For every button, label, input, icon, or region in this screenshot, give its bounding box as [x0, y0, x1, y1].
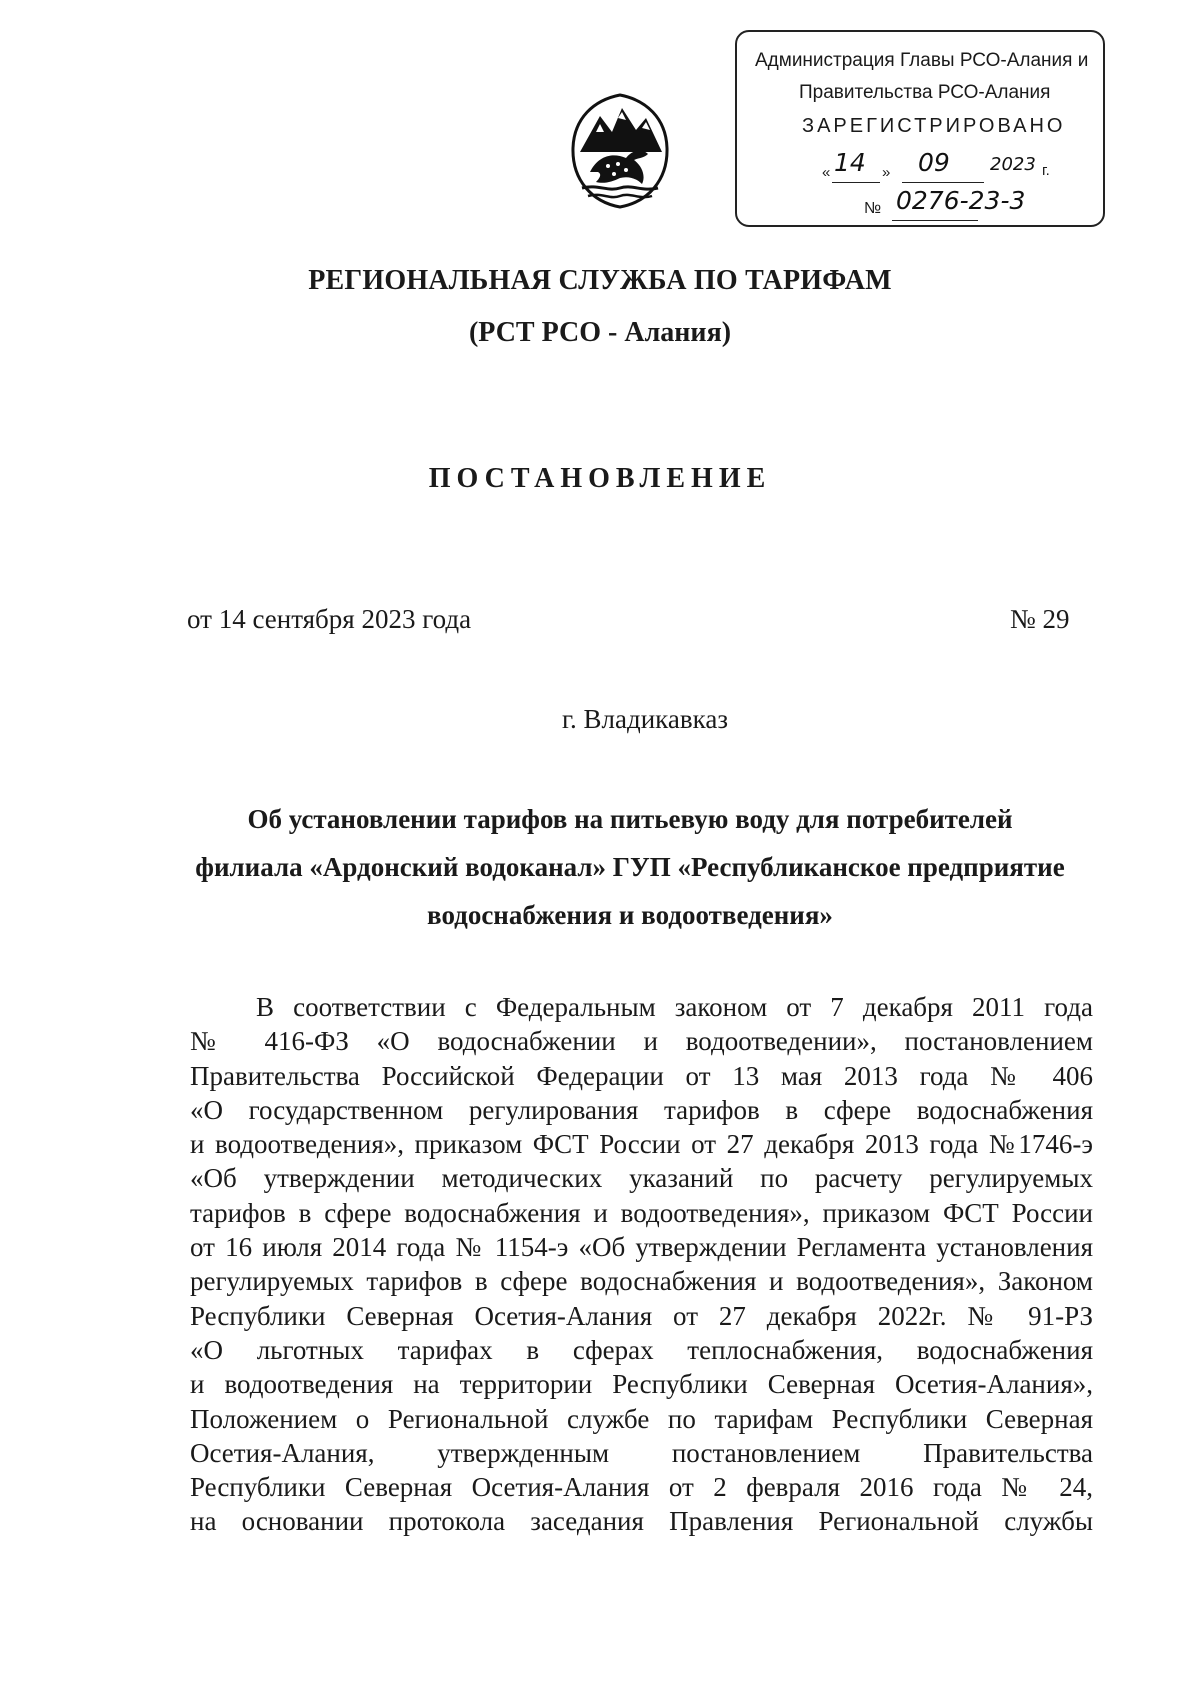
- stamp-organization-line2: Правительства РСО-Алания: [799, 82, 1051, 103]
- subject-line: филиала «Ардонский водоканал» ГУП «Республиканское предприятие: [195, 852, 1065, 882]
- stamp-date-day: 14: [834, 148, 866, 177]
- registration-stamp: [735, 30, 1105, 227]
- stamp-number-value: 0276-23-3: [896, 186, 1026, 215]
- organization-abbreviation: (РСТ РСО - Алания): [468, 317, 732, 348]
- document-subject: [160, 795, 1100, 939]
- stamp-organization-line1: Администрация Главы РСО-Алания и: [755, 50, 1089, 71]
- body-line: на основании протокола заседания Правления Региональной службы: [190, 1506, 1093, 1537]
- body-line: № 416-ФЗ «О водоснабжении и водоотведении», постановлением: [190, 1026, 1093, 1057]
- body-line: «О льготных тарифах в сферах теплоснабжения, водоснабжения: [190, 1334, 1093, 1365]
- stamp-date-year: 2023: [990, 154, 1036, 175]
- body-line: и водоотведения на территории Республики Северная Осетия-Алания»,: [190, 1369, 1093, 1400]
- stamp-number-label: №: [864, 200, 882, 217]
- body-line: Республики Северная Осетия-Алания от 2 февраля 2016 года № 24,: [190, 1472, 1093, 1503]
- stamp-registered-label: ЗАРЕГИСТРИРОВАНО: [802, 115, 1066, 137]
- organization-title: РЕГИОНАЛЬНАЯ СЛУЖБА ПО ТАРИФАМ: [308, 265, 892, 296]
- document-date: от 14 сентября 2023 года: [187, 604, 472, 634]
- stamp-date: « 14 » 09 2023 г.: [822, 148, 1050, 181]
- stamp-date-month: 09: [918, 148, 950, 177]
- subject-line: Об установлении тарифов на питьевую воду для потребителей: [247, 804, 1013, 834]
- body-line: и водоотведения», приказом ФСТ России от 27 декабря 2013 года №1746-э: [190, 1129, 1093, 1160]
- body-line: В соответствии с Федеральным законом от 7 декабря 2011 года: [256, 992, 1093, 1022]
- body-line: «Об утверждении методических указаний по расчету регулируемых: [190, 1163, 1093, 1194]
- stamp-registration-number: [864, 188, 1094, 222]
- document-city: г. Владикавказ: [562, 704, 728, 734]
- document-number: № 29: [1010, 604, 1070, 634]
- document-type-heading: ПОСТАНОВЛЕНИЕ: [428, 463, 772, 494]
- body-line: от 16 июля 2014 года № 1154-э «Об утверждении Регламента установления: [190, 1232, 1093, 1263]
- stamp-year-suffix: г.: [1042, 162, 1050, 179]
- body-line: регулируемых тарифов в сфере водоснабжения и водоотведения», Законом: [190, 1266, 1093, 1297]
- body-line: тарифов в сфере водоснабжения и водоотведения», приказом ФСТ России: [190, 1197, 1093, 1228]
- subject-line: водоснабжения и водоотведения»: [427, 900, 833, 930]
- body-line: Положением о Региональной службе по тарифам Республики Северная: [190, 1403, 1093, 1434]
- body-line: Республики Северная Осетия-Алания от 27 декабря 2022г. № 91-РЗ: [190, 1300, 1093, 1331]
- coat-of-arms-emblem: [568, 92, 672, 210]
- body-line: Осетия-Алания, утвержденным постановлением Правительства: [190, 1437, 1093, 1468]
- body-line: «О государственном регулирования тарифов в сфере водоснабжения: [190, 1094, 1093, 1125]
- body-paragraph: [190, 990, 1093, 1539]
- body-line: Правительства Российской Федерации от 13 мая 2013 года № 406: [190, 1060, 1093, 1091]
